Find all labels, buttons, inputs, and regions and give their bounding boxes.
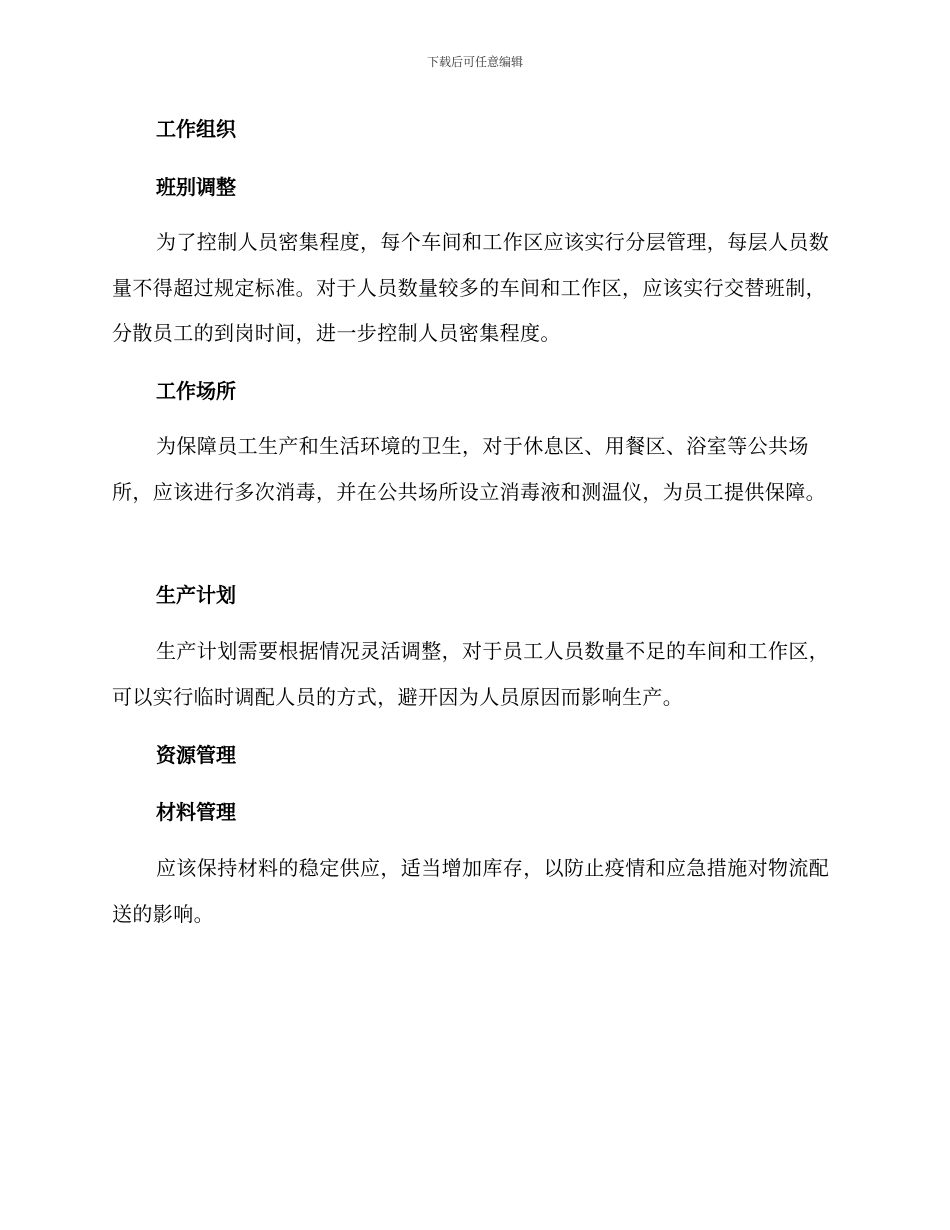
paragraph-workplace: 为保障员工生产和生活环境的卫生，对于休息区、用餐区、浴室等公共场所，应该进行多次消毒，并在公共场所设立消毒液和测温仪，为员工提供保障。 (112, 434, 826, 504)
paragraph-material-management: 应该保持材料的稳定供应，适当增加库存，以防止疫情和应急措施对物流配送的影响。 (112, 856, 830, 926)
heading-production-plan: 生产计划 (156, 583, 236, 607)
paragraph-production-plan: 生产计划需要根据情况灵活调整，对于员工人员数量不足的车间和工作区，可以实行临时调配人员的方式，避开因为人员原因而影响生产。 (112, 639, 830, 709)
heading-material-management: 材料管理 (156, 800, 236, 824)
heading-work-organization: 工作组织 (156, 117, 236, 141)
heading-resource-management: 资源管理 (156, 743, 236, 767)
heading-shift-adjustment: 班别调整 (156, 175, 236, 199)
paragraph-shift-adjustment: 为了控制人员密集程度，每个车间和工作区应该实行分层管理，每层人员数量不得超过规定标准。对于人员数量较多的车间和工作区，应该实行交替班制，分散员工的到岗时间，进一步控制人员密集程度。 (112, 230, 830, 345)
page-header: 下载后可任意编辑 (426, 55, 523, 69)
heading-workplace: 工作场所 (156, 379, 236, 403)
